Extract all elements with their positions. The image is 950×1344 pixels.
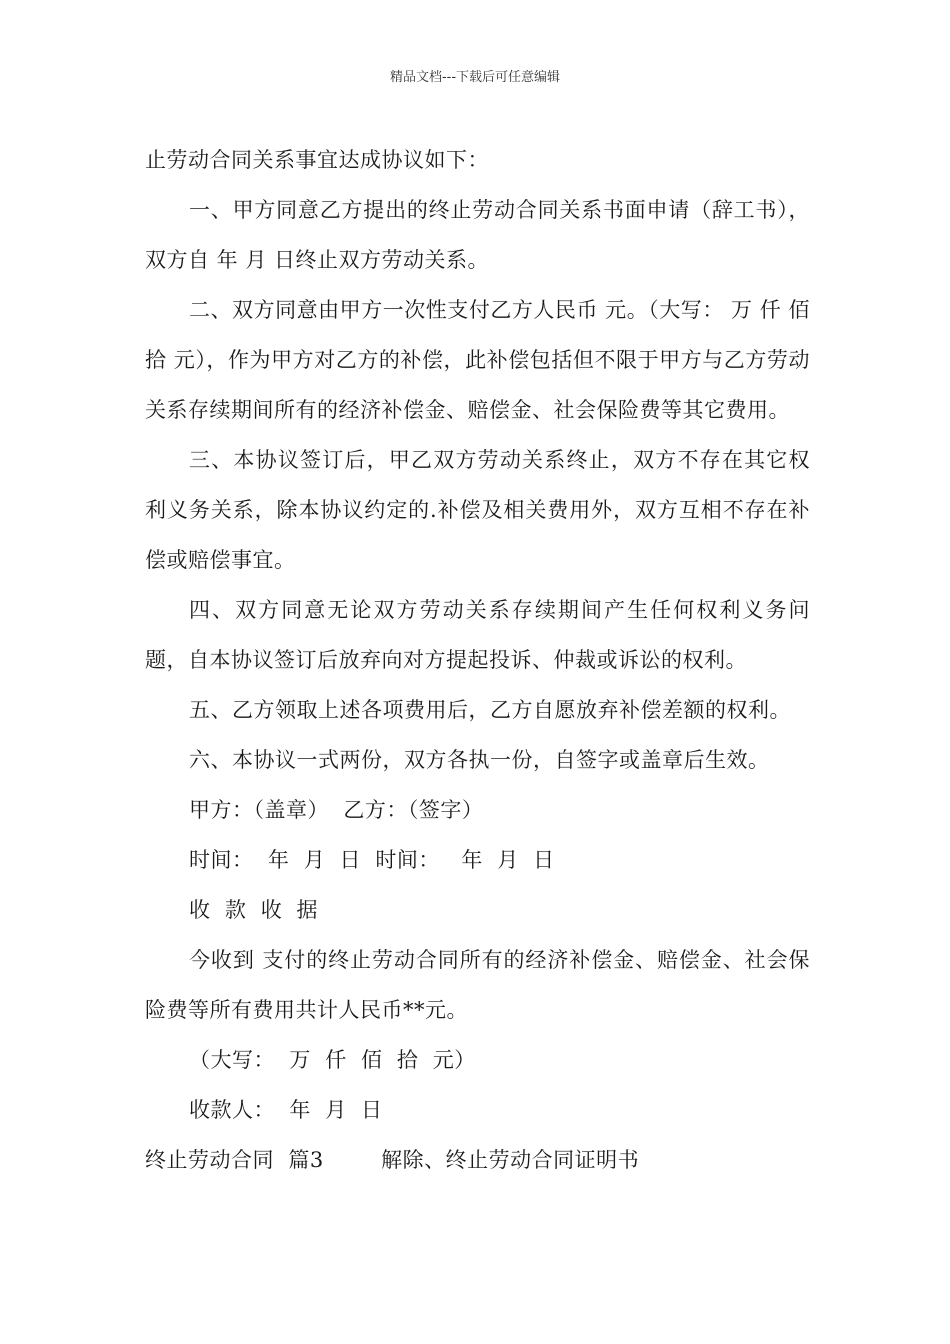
- paragraph-clause-6: 六、本协议一式两份，双方各执一份，自签字或盖章后生效。: [189, 748, 770, 772]
- document-body: [145, 135, 810, 1185]
- receipt-amount: （大写： 万 仟 佰 拾 元）: [189, 1048, 476, 1072]
- paragraph-clause-2: 二、双方同意由甲方一次性支付乙方人民币 元。（大写： 万 仟 佰 拾 元），作为甲方对乙方的补偿，此补偿包括但不限于甲方与乙方劳动关系存续期间所有的经济补偿金、赔偿金、社会保险费等其它费用。: [145, 298, 810, 422]
- page-header: 精品文档---下载后可任意编辑: [389, 70, 561, 85]
- paragraph-intro: 止劳动合同关系事宜达成协议如下：: [145, 148, 489, 172]
- paragraph-clause-3: 三、本协议签订后，甲乙双方劳动关系终止，双方不存在其它权利义务关系，除本协议约定的.补偿及相关费用外，双方互相不存在补偿或赔偿事宜。: [145, 448, 810, 572]
- paragraph-clause-1: 一、甲方同意乙方提出的终止劳动合同关系书面申请（辞工书），双方自 年 月 日终止双方劳动关系。: [145, 198, 810, 272]
- signature-line: 甲方：（盖章） 乙方：（签字）: [189, 798, 484, 822]
- paragraph-clause-4: 四、双方同意无论双方劳动关系存续期间产生任何权利义务问题，自本协议签订后放弃向对方提起投诉、仲裁或诉讼的权利。: [145, 598, 810, 672]
- receiver-line: 收款人： 年 月 日: [189, 1098, 383, 1122]
- receipt-body: 今收到 支付的终止劳动合同所有的经济补偿金、赔偿金、社会保险费等所有费用共计人民币**元。: [145, 948, 810, 1022]
- date-line: 时间： 年 月 日 时间： 年 月 日: [189, 848, 555, 872]
- receipt-title: 收 款 收 据: [189, 898, 319, 922]
- next-section-heading: 终止劳动合同 篇3 解除、终止劳动合同证明书: [145, 1148, 640, 1172]
- paragraph-clause-5: 五、乙方领取上述各项费用后，乙方自愿放弃补偿差额的权利。: [189, 698, 791, 722]
